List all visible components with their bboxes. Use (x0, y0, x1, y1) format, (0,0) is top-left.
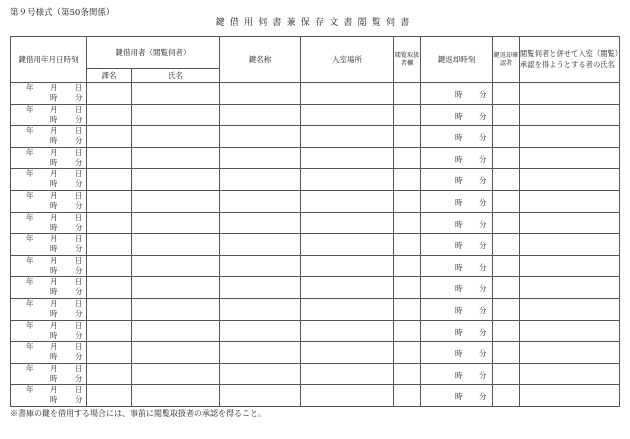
key-name-cell[interactable] (220, 169, 301, 191)
return-confirm-cell[interactable] (493, 126, 520, 148)
key-name-cell[interactable] (220, 320, 301, 342)
page-title: 鍵借用伺書兼保存文書閲覧伺書 (215, 18, 415, 28)
room-cell[interactable] (301, 212, 394, 234)
key-name-cell[interactable] (220, 385, 301, 407)
label-hour: 時 (455, 90, 463, 99)
approver-cell[interactable] (394, 255, 421, 277)
return-confirm-cell[interactable] (493, 212, 520, 234)
companions-cell[interactable] (520, 104, 620, 126)
label-day: 日 (75, 212, 83, 222)
table-row (11, 212, 620, 234)
label-minute: 分 (479, 349, 487, 359)
header-name: 氏名 (132, 69, 220, 83)
header-approver: 閲覧取扱者欄 (394, 37, 421, 83)
label-hour: 時 (50, 114, 58, 124)
label-year: 年 (26, 147, 34, 157)
key-name-cell[interactable] (220, 342, 301, 364)
label-year: 年 (26, 255, 34, 265)
dept-cell[interactable] (87, 147, 132, 169)
companions-cell[interactable] (520, 169, 620, 191)
label-hour: 時 (455, 392, 463, 402)
key-name-cell[interactable] (220, 147, 301, 169)
return-time-cell[interactable] (421, 83, 493, 105)
ledger-rows (11, 83, 620, 407)
return-time-cell[interactable] (421, 385, 493, 407)
approver-cell[interactable] (394, 190, 421, 212)
label-minute: 分 (75, 395, 83, 405)
label-hour: 時 (455, 241, 463, 251)
dept-cell[interactable] (87, 363, 132, 385)
name-cell[interactable] (132, 277, 220, 299)
return-time-cell[interactable] (421, 190, 493, 212)
datetime-cell[interactable] (11, 255, 87, 277)
return-confirm-cell[interactable] (493, 298, 520, 320)
key-name-cell[interactable] (220, 298, 301, 320)
return-confirm-cell[interactable] (493, 363, 520, 385)
key-name-cell[interactable] (220, 234, 301, 256)
name-cell[interactable] (132, 363, 220, 385)
dept-cell[interactable] (87, 385, 132, 407)
label-minute: 分 (479, 284, 487, 294)
label-hour: 時 (50, 308, 58, 318)
name-cell[interactable] (132, 190, 220, 212)
label-day: 日 (75, 363, 83, 373)
label-hour: 時 (455, 262, 463, 272)
label-hour: 時 (455, 349, 463, 359)
label-month: 月 (50, 104, 58, 114)
label-minute: 分 (75, 179, 83, 189)
return-time-cell[interactable] (421, 255, 493, 277)
label-minute: 分 (75, 244, 83, 254)
companions-cell[interactable] (520, 320, 620, 342)
companions-cell[interactable] (520, 255, 620, 277)
label-year: 年 (26, 342, 34, 352)
label-minute: 分 (75, 200, 83, 210)
companions-cell[interactable] (520, 298, 620, 320)
datetime-cell[interactable] (11, 385, 87, 407)
label-year: 年 (26, 277, 34, 287)
label-hour: 時 (455, 327, 463, 337)
dept-cell[interactable] (87, 83, 132, 105)
room-cell[interactable] (301, 255, 394, 277)
approver-cell[interactable] (394, 342, 421, 364)
label-hour: 時 (455, 305, 463, 315)
table-row (11, 255, 620, 277)
approver-cell[interactable] (394, 277, 421, 299)
label-hour: 時 (455, 176, 463, 186)
label-day: 日 (75, 126, 83, 136)
companions-cell[interactable] (520, 147, 620, 169)
label-year: 年 (26, 234, 34, 244)
approver-cell[interactable] (394, 169, 421, 191)
name-cell[interactable] (132, 126, 220, 148)
label-year: 年 (26, 212, 34, 222)
label-day: 日 (75, 385, 83, 395)
name-cell[interactable] (132, 147, 220, 169)
datetime-cell[interactable] (11, 212, 87, 234)
label-month: 月 (50, 320, 58, 330)
dept-cell[interactable] (87, 104, 132, 126)
name-cell[interactable] (132, 169, 220, 191)
label-hour: 時 (50, 395, 58, 405)
label-minute: 分 (75, 352, 83, 362)
label-month: 月 (50, 169, 58, 179)
label-minute: 分 (75, 373, 83, 383)
return-confirm-cell[interactable] (493, 342, 520, 364)
return-time-cell[interactable] (421, 363, 493, 385)
label-minute: 分 (75, 114, 83, 124)
return-time-cell[interactable] (421, 342, 493, 364)
datetime-cell[interactable] (11, 298, 87, 320)
label-hour: 時 (455, 197, 463, 207)
table-row (11, 298, 620, 320)
label-minute: 分 (479, 90, 487, 99)
table-row (11, 277, 620, 299)
return-time-cell[interactable] (421, 320, 493, 342)
label-hour: 時 (50, 179, 58, 189)
table-row (11, 169, 620, 191)
name-cell[interactable] (132, 255, 220, 277)
label-day: 日 (75, 234, 83, 244)
label-month: 月 (50, 342, 58, 352)
label-hour: 時 (50, 222, 58, 232)
table-row (11, 234, 620, 256)
header-borrow-datetime: 鍵借用年月日時刻 (11, 37, 87, 83)
companions-cell[interactable] (520, 385, 620, 407)
label-year: 年 (26, 83, 34, 92)
label-hour: 時 (50, 330, 58, 340)
label-minute: 分 (479, 133, 487, 143)
label-minute: 分 (479, 219, 487, 229)
label-day: 日 (75, 190, 83, 200)
room-cell[interactable] (301, 126, 394, 148)
key-name-cell[interactable] (220, 212, 301, 234)
dept-cell[interactable] (87, 234, 132, 256)
datetime-cell[interactable] (11, 342, 87, 364)
table-row (11, 147, 620, 169)
label-hour: 時 (455, 284, 463, 294)
label-month: 月 (50, 277, 58, 287)
room-cell[interactable] (301, 385, 394, 407)
label-year: 年 (26, 320, 34, 330)
label-day: 日 (75, 147, 83, 157)
return-confirm-cell[interactable] (493, 83, 520, 105)
companions-cell[interactable] (520, 234, 620, 256)
form-number: 第９号様式（第50条関係） (10, 8, 115, 18)
datetime-cell[interactable] (11, 363, 87, 385)
dept-cell[interactable] (87, 320, 132, 342)
label-hour: 時 (50, 157, 58, 167)
approver-cell[interactable] (394, 320, 421, 342)
datetime-cell[interactable] (11, 320, 87, 342)
label-hour: 時 (50, 265, 58, 275)
dept-cell[interactable] (87, 169, 132, 191)
room-cell[interactable] (301, 320, 394, 342)
label-month: 月 (50, 363, 58, 373)
table-row (11, 342, 620, 364)
label-minute: 分 (479, 241, 487, 251)
key-name-cell[interactable] (220, 255, 301, 277)
companions-cell[interactable] (520, 212, 620, 234)
label-day: 日 (75, 104, 83, 114)
return-confirm-cell[interactable] (493, 234, 520, 256)
approver-cell[interactable] (394, 234, 421, 256)
header-companions: 閲覧伺者と併せて入室（閲覧）承認を得ようとする者の氏名 (520, 37, 620, 83)
dept-cell[interactable] (87, 277, 132, 299)
approver-cell[interactable] (394, 385, 421, 407)
name-cell[interactable] (132, 234, 220, 256)
return-confirm-cell[interactable] (493, 277, 520, 299)
label-minute: 分 (479, 262, 487, 272)
approver-cell[interactable] (394, 363, 421, 385)
datetime-cell[interactable] (11, 277, 87, 299)
table-row (11, 104, 620, 126)
companions-cell[interactable] (520, 126, 620, 148)
return-time-cell[interactable] (421, 147, 493, 169)
datetime-cell[interactable] (11, 147, 87, 169)
key-name-cell[interactable] (220, 190, 301, 212)
return-confirm-cell[interactable] (493, 190, 520, 212)
key-name-cell[interactable] (220, 126, 301, 148)
datetime-cell[interactable] (11, 83, 87, 105)
table-row (11, 385, 620, 407)
footnote: ※書庫の鍵を借用する場合には、事前に閲覧取扱者の承認を得ること。 (10, 409, 266, 418)
room-cell[interactable] (301, 342, 394, 364)
table-row (11, 320, 620, 342)
label-minute: 分 (479, 392, 487, 402)
key-name-cell[interactable] (220, 363, 301, 385)
room-cell[interactable] (301, 104, 394, 126)
return-time-cell[interactable] (421, 277, 493, 299)
return-time-cell[interactable] (421, 126, 493, 148)
label-month: 月 (50, 147, 58, 157)
label-month: 月 (50, 190, 58, 200)
label-year: 年 (26, 104, 34, 114)
dept-cell[interactable] (87, 212, 132, 234)
dept-cell[interactable] (87, 126, 132, 148)
label-minute: 分 (479, 305, 487, 315)
label-day: 日 (75, 255, 83, 265)
label-month: 月 (50, 298, 58, 308)
companions-cell[interactable] (520, 363, 620, 385)
label-minute: 分 (479, 197, 487, 207)
datetime-cell[interactable] (11, 104, 87, 126)
approver-cell[interactable] (394, 83, 421, 105)
name-cell[interactable] (132, 83, 220, 105)
label-minute: 分 (75, 222, 83, 232)
label-hour: 時 (50, 352, 58, 362)
return-time-cell[interactable] (421, 234, 493, 256)
name-cell[interactable] (132, 342, 220, 364)
label-hour: 時 (50, 373, 58, 383)
dept-cell[interactable] (87, 298, 132, 320)
label-hour: 時 (455, 370, 463, 380)
label-hour: 時 (455, 219, 463, 229)
header-return-time: 鍵返却時刻 (421, 37, 493, 83)
label-month: 月 (50, 212, 58, 222)
key-name-cell[interactable] (220, 104, 301, 126)
label-minute: 分 (479, 154, 487, 164)
return-time-cell[interactable] (421, 298, 493, 320)
return-time-cell[interactable] (421, 212, 493, 234)
borrowing-ledger-table (10, 36, 620, 407)
label-year: 年 (26, 385, 34, 395)
label-minute: 分 (75, 93, 83, 102)
header-room: 入室場所 (301, 37, 394, 83)
name-cell[interactable] (132, 320, 220, 342)
label-minute: 分 (479, 327, 487, 337)
room-cell[interactable] (301, 277, 394, 299)
room-cell[interactable] (301, 234, 394, 256)
label-hour: 時 (50, 136, 58, 146)
label-day: 日 (75, 169, 83, 179)
header-return-confirm: 鍵返却確認者 (493, 37, 520, 83)
companions-cell[interactable] (520, 342, 620, 364)
datetime-cell[interactable] (11, 126, 87, 148)
datetime-cell[interactable] (11, 169, 87, 191)
label-minute: 分 (75, 330, 83, 340)
label-month: 月 (50, 255, 58, 265)
return-confirm-cell[interactable] (493, 104, 520, 126)
header-key-name: 鍵名称 (220, 37, 301, 83)
room-cell[interactable] (301, 169, 394, 191)
return-time-cell[interactable] (421, 169, 493, 191)
name-cell[interactable] (132, 298, 220, 320)
room-cell[interactable] (301, 190, 394, 212)
dept-cell[interactable] (87, 255, 132, 277)
return-confirm-cell[interactable] (493, 169, 520, 191)
room-cell[interactable] (301, 147, 394, 169)
label-day: 日 (75, 298, 83, 308)
approver-cell[interactable] (394, 212, 421, 234)
table-row (11, 83, 620, 105)
room-cell[interactable] (301, 298, 394, 320)
label-hour: 時 (455, 154, 463, 164)
return-confirm-cell[interactable] (493, 255, 520, 277)
label-minute: 分 (479, 111, 487, 121)
label-minute: 分 (75, 287, 83, 297)
table-row (11, 363, 620, 385)
label-hour: 時 (50, 244, 58, 254)
approver-cell[interactable] (394, 104, 421, 126)
companions-cell[interactable] (520, 190, 620, 212)
label-minute: 分 (75, 308, 83, 318)
label-hour: 時 (455, 133, 463, 143)
approver-cell[interactable] (394, 147, 421, 169)
key-name-cell[interactable] (220, 83, 301, 105)
datetime-cell[interactable] (11, 190, 87, 212)
key-name-cell[interactable] (220, 277, 301, 299)
label-hour: 時 (50, 93, 58, 102)
companions-cell[interactable] (520, 277, 620, 299)
approver-cell[interactable] (394, 298, 421, 320)
label-year: 年 (26, 190, 34, 200)
label-year: 年 (26, 126, 34, 136)
label-month: 月 (50, 83, 58, 92)
label-day: 日 (75, 277, 83, 287)
return-confirm-cell[interactable] (493, 385, 520, 407)
label-day: 日 (75, 320, 83, 330)
dept-cell[interactable] (87, 342, 132, 364)
header-dept: 課名 (87, 69, 132, 83)
name-cell[interactable] (132, 385, 220, 407)
name-cell[interactable] (132, 212, 220, 234)
label-minute: 分 (479, 370, 487, 380)
label-month: 月 (50, 126, 58, 136)
return-confirm-cell[interactable] (493, 147, 520, 169)
table-row (11, 190, 620, 212)
table-row (11, 126, 620, 148)
label-year: 年 (26, 298, 34, 308)
label-month: 月 (50, 385, 58, 395)
datetime-cell[interactable] (11, 234, 87, 256)
room-cell[interactable] (301, 363, 394, 385)
header-borrower: 鍵借用者（閲覧伺者） (87, 37, 220, 69)
label-minute: 分 (75, 136, 83, 146)
label-hour: 時 (50, 287, 58, 297)
label-minute: 分 (75, 265, 83, 275)
companions-cell[interactable] (520, 83, 620, 105)
return-time-cell[interactable] (421, 104, 493, 126)
approver-cell[interactable] (394, 126, 421, 148)
label-hour: 時 (50, 200, 58, 210)
label-hour: 時 (455, 111, 463, 121)
dept-cell[interactable] (87, 190, 132, 212)
return-confirm-cell[interactable] (493, 320, 520, 342)
label-month: 月 (50, 234, 58, 244)
label-year: 年 (26, 169, 34, 179)
label-minute: 分 (75, 157, 83, 167)
room-cell[interactable] (301, 83, 394, 105)
label-day: 日 (75, 83, 83, 92)
label-minute: 分 (479, 176, 487, 186)
label-year: 年 (26, 363, 34, 373)
label-day: 日 (75, 342, 83, 352)
name-cell[interactable] (132, 104, 220, 126)
